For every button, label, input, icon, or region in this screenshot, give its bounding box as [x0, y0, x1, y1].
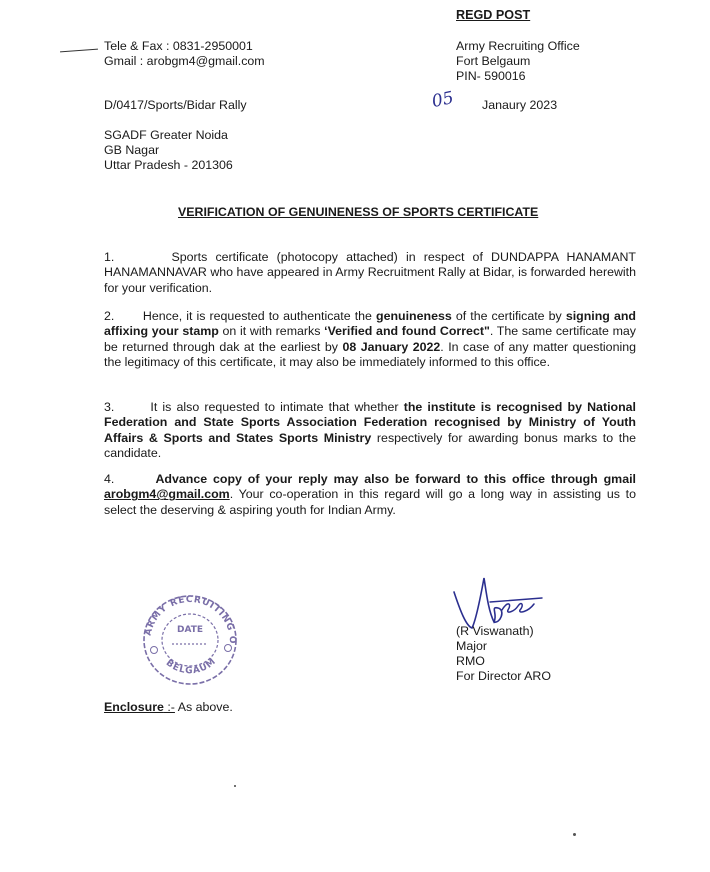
paragraph-2-text-d: . The same certificate may be returned through dak at the earliest by — [104, 324, 636, 354]
paragraph-3-text-a: It is also requested to intimate that whether — [150, 400, 404, 414]
signatory-name: (R Viswanath) — [456, 624, 534, 638]
enclosure-label: Enclosure — [104, 700, 164, 714]
paragraph-1-number: 1. — [104, 250, 115, 264]
paragraph-2-text-c: on it with remarks — [218, 324, 325, 339]
recipient-line-2: GB Nagar — [104, 143, 160, 157]
scan-speck — [573, 833, 576, 836]
enclosure-separator: :- — [163, 700, 175, 714]
office-name: Army Recruiting Office — [456, 39, 580, 53]
return-date-emphasis: 08 January 2022 — [342, 339, 441, 354]
stamp-graphic — [132, 583, 244, 690]
office-pin: PIN- 590016 — [456, 69, 526, 83]
office-stamp — [132, 583, 244, 690]
handwritten-date: 05 — [430, 87, 456, 113]
signatory-role: RMO — [456, 654, 485, 668]
advance-copy-emphasis: Advance copy of your reply may also be forward to this office through gmail — [155, 472, 636, 486]
paragraph-4-text: . Your co-operation in this regard will go a long way in assisting us to select the deserving & aspiring youth for Indian Army. — [104, 487, 636, 517]
paragraph-3-number: 3. — [104, 400, 115, 414]
recipient-line-1: SGADF Greater Noida — [104, 128, 228, 142]
gmail-contact: Gmail : arobgm4@gmail.com — [104, 54, 265, 68]
paragraph-2-text-a: Hence, it is requested to authenticate the — [142, 309, 377, 323]
paragraph-3-text-b: respectively for awarding bonus marks to the candidate. — [104, 430, 637, 461]
margin-mark — [60, 49, 98, 53]
letter-date: Janaury 2023 — [482, 98, 558, 112]
signature-mark — [450, 570, 550, 632]
paragraph-4 — [104, 472, 636, 518]
paragraph-2-text-b: of the certificate by — [451, 309, 566, 323]
tele-fax: Tele & Fax : 0831-2950001 — [104, 39, 253, 53]
office-location: Fort Belgaum — [456, 54, 531, 68]
recipient-line-3: Uttar Pradesh - 201306 — [104, 158, 233, 172]
signatory-rank: Major — [456, 639, 487, 653]
enclosure-line — [104, 700, 233, 715]
email-link[interactable]: arobgm4@gmail.com — [104, 487, 230, 502]
paragraph-1 — [104, 250, 636, 296]
paragraph-4-number: 4. — [104, 472, 115, 486]
stamp-center-text: DATE — [176, 625, 204, 635]
paragraph-2 — [104, 309, 636, 371]
paragraph-2-text-e: . In case of any matter questioning the legitimacy of this certificate, it may also be immediately informed to this office. — [104, 339, 636, 370]
subject-heading: VERIFICATION OF GENUINENESS OF SPORTS CERTIFICATE — [178, 205, 539, 219]
paragraph-3 — [104, 400, 636, 462]
signatory-for: For Director ARO — [456, 669, 552, 683]
federation-emphasis: the institute is recognised by National Federation and State Sports Association Federation recognised by Ministry of Youth Affairs & Sports and States Sports Ministry — [104, 400, 636, 445]
enclosure-text: As above. — [174, 700, 233, 714]
signing-stamp-emphasis: signing and affixing your stamp — [104, 309, 636, 339]
paragraph-1-text: Sports certificate (photocopy attached) in respect of DUNDAPPA HANAMANT HANAMANNAVAR who have appeared in Army Recruitment Rally at Bidar, is forwarded herewith for your verification. — [104, 250, 636, 295]
paragraph-2-number: 2. — [104, 309, 115, 323]
verified-remark-emphasis: ‘Verified and found Correct" — [324, 324, 490, 339]
regd-post-label: REGD POST — [456, 8, 531, 22]
genuineness-emphasis: genuineness — [376, 309, 452, 323]
scan-speck — [234, 785, 236, 787]
stamp-bottom-text: BELGAUM — [163, 656, 219, 677]
stamp-top-text: ARMY RECRUITING OFFICE — [132, 583, 238, 645]
reference-number: D/0417/Sports/Bidar Rally — [104, 98, 247, 112]
